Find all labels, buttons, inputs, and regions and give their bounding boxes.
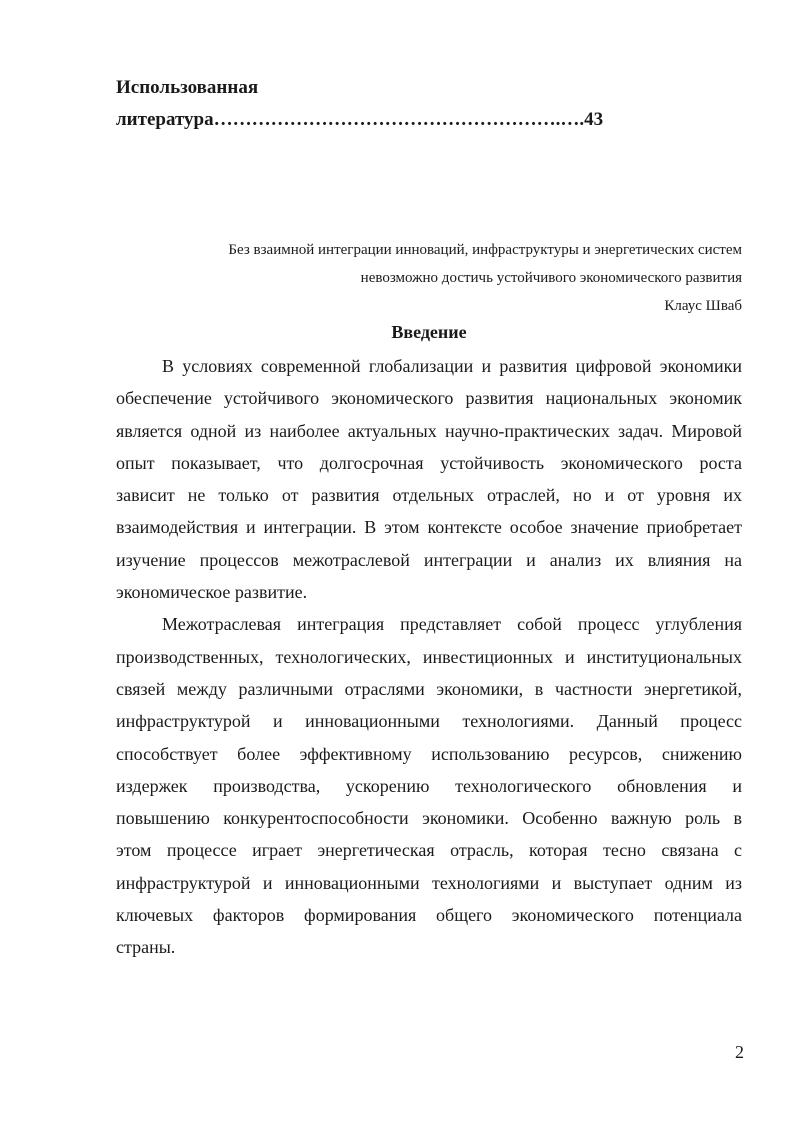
- toc-entry-leader-page: литература……………………………………………….….43: [116, 109, 604, 130]
- text-line: страны.: [116, 937, 176, 958]
- text-line: инфраструктурой и инновационными технологиями. Данный процесс: [116, 711, 742, 732]
- paragraph-1: [116, 350, 742, 608]
- paragraph-2: [116, 608, 742, 963]
- text-line: инфраструктурой и инновационными технологиями и выступает одним из: [116, 872, 742, 893]
- epigraph-quote-line-1: Без взаимной интеграции инноваций, инфраструктуры и энергетических систем: [228, 242, 742, 258]
- toc-entry-title: Использованная: [116, 77, 259, 98]
- table-of-contents-entry: [116, 72, 756, 136]
- text-line: обеспечение устойчивого экономического развития национальных экономик: [116, 388, 742, 409]
- text-line: взаимодействия и интеграции. В этом контексте особое значение приобретает: [116, 517, 742, 538]
- epigraph-author: Клаус Шваб: [664, 298, 742, 314]
- text-line: Межотраслевая интеграция представляет собой процесс углубления: [162, 614, 742, 635]
- page-number: 2: [735, 1042, 744, 1062]
- epigraph: [142, 236, 742, 320]
- text-line: экономическое развитие.: [116, 582, 308, 603]
- epigraph-quote-line-2: невозможно достичь устойчивого экономического развития: [360, 270, 742, 286]
- text-line: является одной из наиболее актуальных научно-практических задач. Мировой: [116, 420, 742, 441]
- text-line: ключевых факторов формирования общего экономического потенциала: [116, 905, 742, 926]
- text-line: зависит не только от развития отдельных отраслей, но и от уровня их: [116, 485, 742, 506]
- text-line: изучение процессов межотраслевой интеграции и анализ их влияния на: [116, 549, 742, 570]
- text-line: этом процессе играет энергетическая отрасль, которая тесно связана с: [116, 840, 742, 861]
- body-text: [116, 350, 742, 964]
- text-line: связей между различными отраслями экономики, в частности энергетикой,: [116, 678, 742, 699]
- text-line: способствует более эффективному использованию ресурсов, снижению: [116, 743, 742, 764]
- text-line: издержек производства, ускорению технологического обновления и: [116, 775, 742, 796]
- text-line: опыт показывает, что долгосрочная устойчивость экономического роста: [116, 452, 742, 473]
- section-heading: Введение: [391, 322, 467, 342]
- text-line: повышению конкурентоспособности экономики. Особенно важную роль в: [116, 808, 742, 829]
- text-line: производственных, технологических, инвестиционных и институциональных: [116, 646, 742, 667]
- text-line: В условиях современной глобализации и развития цифровой экономики: [162, 356, 742, 376]
